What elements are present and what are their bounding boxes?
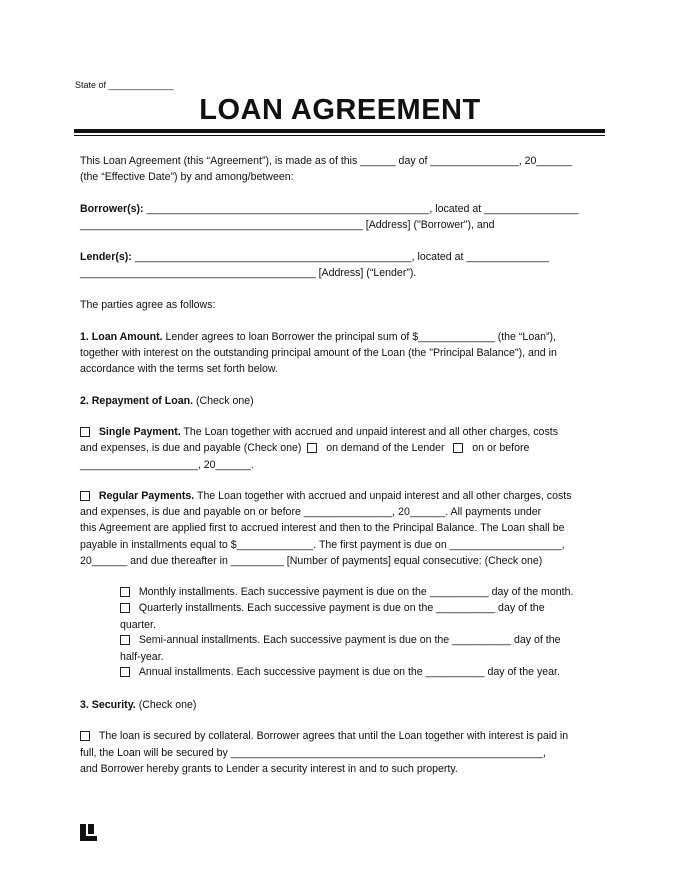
quarterly-option-cont: quarter. <box>120 619 156 631</box>
on-demand-checkbox[interactable] <box>307 443 317 453</box>
monthly-option: Monthly installments. Each successive payment is due on the __________ day of the month. <box>120 584 600 600</box>
intro-line-2: (the “Effective Date”) by and among/between: <box>80 171 294 183</box>
single-payment-heading: Single Payment. <box>98 426 181 438</box>
regular-payments-line-3: this Agreement are applied first to accrued interest and then to the Principal Balance. The Loan shall be <box>80 522 565 534</box>
section2-heading-line: 2. Repayment of Loan. (Check one) <box>80 395 254 407</box>
borrower-line-1 <box>80 201 600 217</box>
quarterly-checkbox[interactable] <box>120 603 130 613</box>
single-payment-line-2: and expenses, is due and payable (Check one) on demand of the Lender on or before <box>80 442 530 454</box>
section1-line-3: accordance with the terms set forth below. <box>80 363 278 375</box>
regular-payments-heading: Regular Payments. <box>98 490 195 502</box>
single-payment-checkbox[interactable] <box>80 427 90 437</box>
on-or-before-checkbox[interactable] <box>453 443 463 453</box>
on-or-before-label: on or before <box>472 442 530 454</box>
section1-line-2: together with interest on the outstanding principal amount of the Loan (the "Principal Balance"), and in <box>80 347 557 359</box>
lender-name-field: _______________________________________________, located at ______________ <box>131 251 549 263</box>
annual-option: Annual installments. Each successive payment is due on the __________ day of the year. <box>120 664 600 680</box>
section3-heading-line: 3. Security. (Check one) <box>80 699 197 711</box>
regular-payments-checkbox[interactable] <box>80 491 90 501</box>
regular-payments-line-1: Regular Payments. The Loan together with accrued and unpaid interest and all other charges, costs <box>80 488 600 504</box>
security-line-3: and Borrower hereby grants to Lender a security interest in and to such property. <box>80 763 458 775</box>
semiannual-option-cont: half-year. <box>120 651 164 663</box>
collateral-checkbox[interactable] <box>80 731 90 741</box>
document-title: LOAN AGREEMENT <box>199 94 481 126</box>
monthly-checkbox[interactable] <box>120 587 130 597</box>
regular-payments-line-2: and expenses, is due and payable on or before _______________, 20______. All payments under <box>80 506 542 518</box>
semiannual-checkbox[interactable] <box>120 635 130 645</box>
regular-payments-line-4: payable in installments equal to $_____________. The first payment is due on ___________________, <box>80 539 565 551</box>
section2-heading: 2. Repayment of Loan. <box>80 395 194 407</box>
on-demand-label: on demand of the Lender <box>326 442 445 454</box>
lender-label: Lender(s): <box>80 251 132 263</box>
regular-payments-line-5: 20______ and due thereafter in _________ [Number of payments] equal consecutive: (Check one) <box>80 555 543 567</box>
annual-checkbox[interactable] <box>120 667 130 677</box>
borrower-label: Borrower(s): <box>80 203 144 215</box>
security-line-1: The loan is secured by collateral. Borrower agrees that until the Loan together with interest is paid in <box>80 728 600 744</box>
state-of-field: State of _____________ <box>75 80 174 90</box>
lender-address-line: ________________________________________ [Address] (“Lender”). <box>80 267 417 279</box>
borrower-address-line: ________________________________________________ [Address] ("Borrower"), and <box>80 219 495 231</box>
section3-heading: 3. Security. <box>80 699 136 711</box>
section1-heading: 1. Loan Amount. <box>80 331 163 343</box>
intro-line-1: This Loan Agreement (this “Agreement”), is made as of this ______ day of _______________, 20______ <box>80 155 572 167</box>
title-divider-thick <box>74 129 605 133</box>
parties-statement: The parties agree as follows: <box>80 299 216 311</box>
single-payment-line-3: ____________________, 20______. <box>80 459 254 471</box>
semiannual-option: Semi-annual installments. Each successive payment is due on the __________ day of the <box>120 632 600 648</box>
title-divider-thin <box>74 135 605 136</box>
legal-templates-logo-icon <box>80 824 97 841</box>
borrower-name-field: ________________________________________________, located at ________________ <box>143 203 579 215</box>
quarterly-option: Quarterly installments. Each successive payment is due on the __________ day of the <box>120 600 600 616</box>
security-line-2: full, the Loan will be secured by _____________________________________________________, <box>80 747 546 759</box>
single-payment-line-1: Single Payment. The Loan together with accrued and unpaid interest and all other charges, costs <box>80 424 600 440</box>
lender-line-1 <box>80 249 600 265</box>
section1-line-1: 1. Loan Amount. Lender agrees to loan Borrower the principal sum of $_____________ (the “Loan”), <box>80 331 556 343</box>
